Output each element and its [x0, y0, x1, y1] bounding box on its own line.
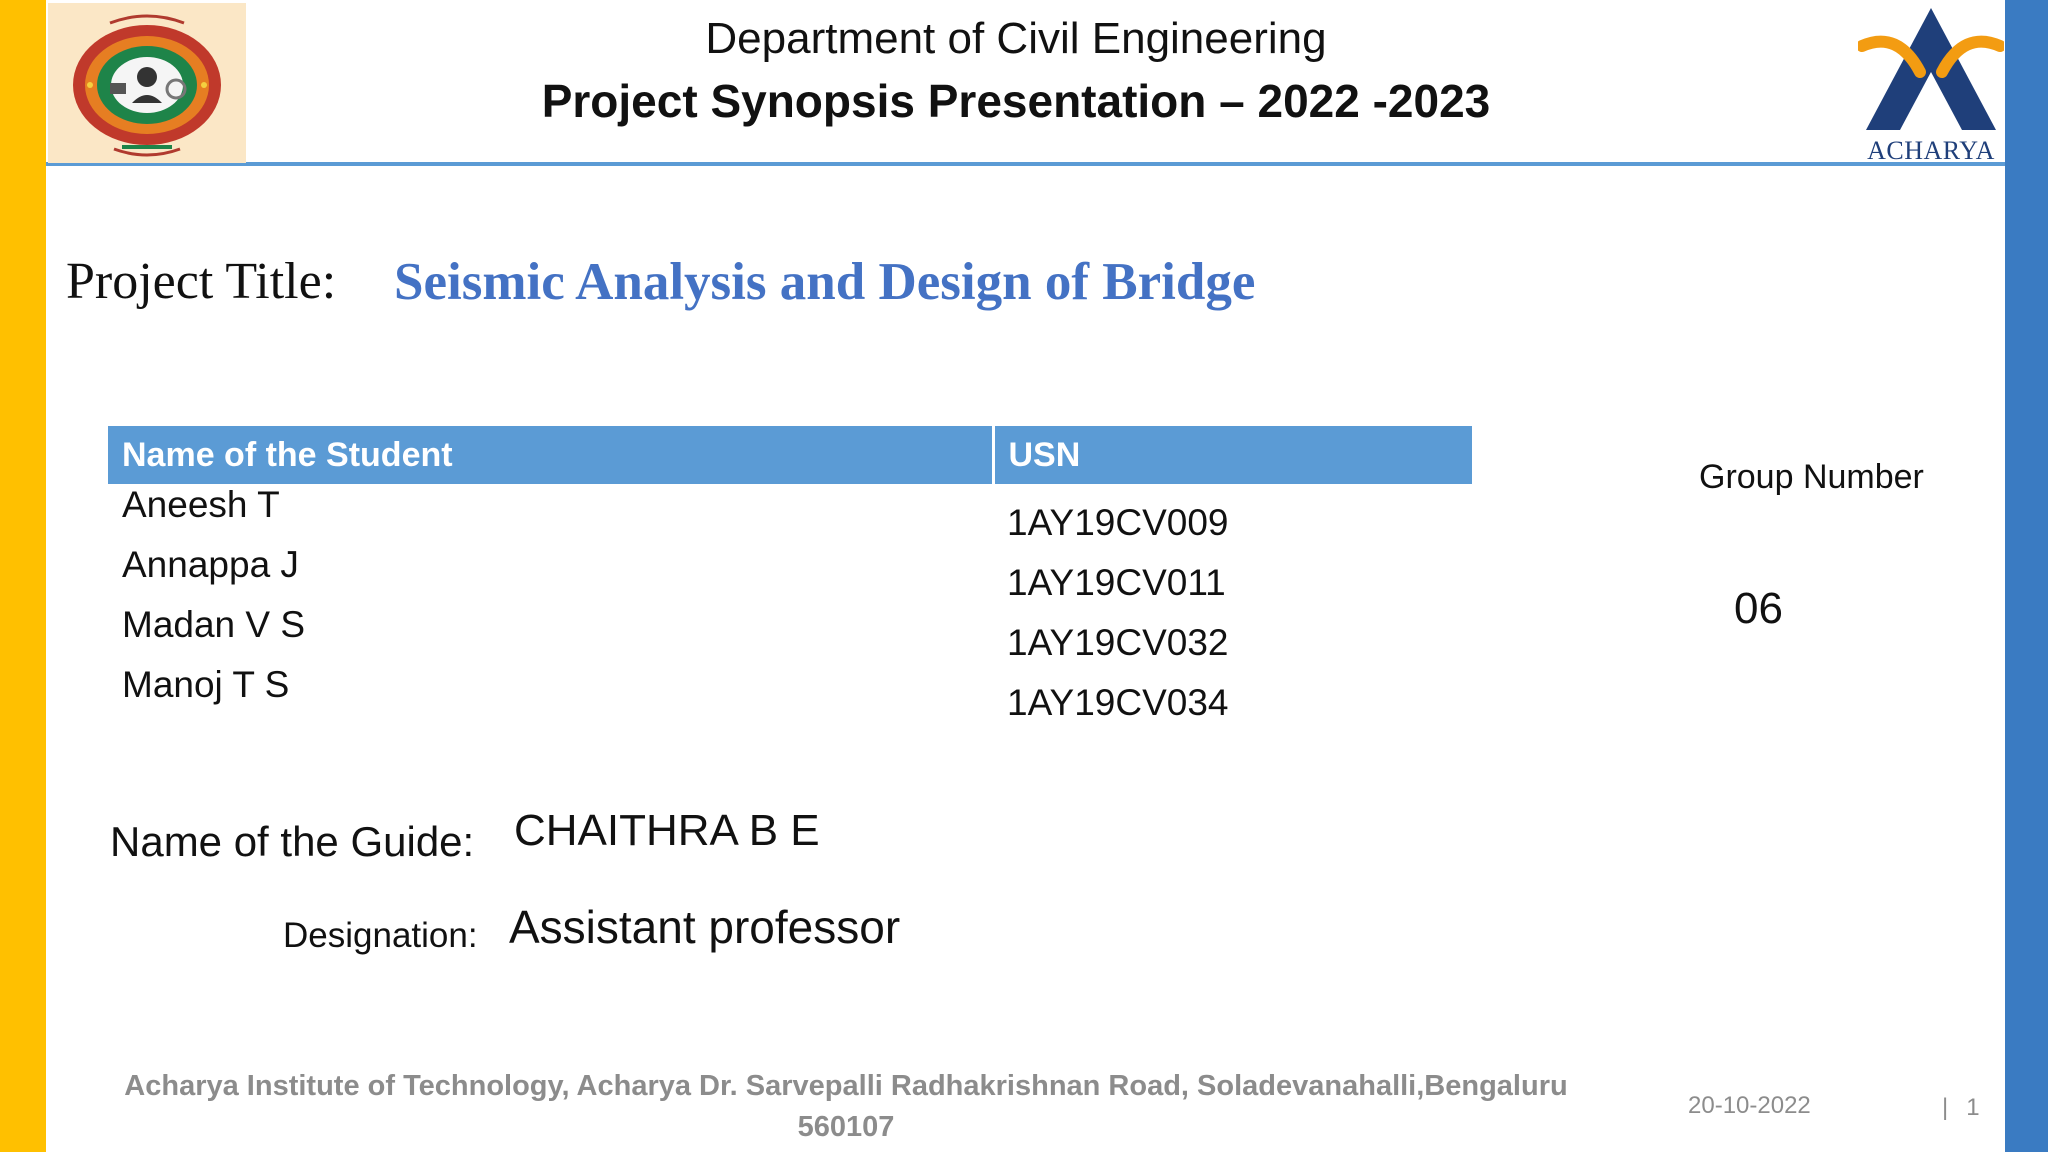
footer-page-number [1942, 1094, 1980, 1122]
table-row [108, 604, 1472, 664]
designation-value: Assistant professor [509, 901, 901, 953]
table-row [108, 544, 1472, 604]
slide-number: 1 [1966, 1094, 1980, 1121]
student-name: Annappa J [122, 544, 299, 585]
guide-label: Name of the Guide: [110, 818, 475, 865]
group-number-label: Group Number [1699, 458, 1924, 496]
student-name: Manoj T S [122, 664, 290, 705]
table-row [108, 484, 1472, 544]
student-name: Madan V S [122, 604, 306, 645]
column-header-name: Name of the Student [108, 426, 993, 484]
department-name: Department of Civil Engineering [705, 14, 1327, 63]
designation-label: Designation: [283, 916, 478, 955]
header-divider [46, 162, 2005, 166]
group-number-value: 06 [1734, 584, 1783, 633]
student-usn: 1AY19CV009 [1007, 502, 1229, 543]
student-name: Aneesh T [122, 484, 280, 525]
column-header-usn: USN [993, 426, 1472, 484]
right-accent-bar [2005, 0, 2048, 1152]
presentation-title: Project Synopsis Presentation – 2022 -2023 [541, 75, 1491, 127]
students-table [108, 426, 1472, 724]
acharya-logo-text: ACHARYA [1867, 136, 1995, 165]
project-title: Seismic Analysis and Design of Bridge [394, 253, 1256, 311]
footer-separator: | [1942, 1094, 1949, 1121]
footer-address [96, 1066, 1596, 1148]
footer-date: 20-10-2022 [1688, 1092, 1811, 1119]
guide-name: CHAITHRA B E [514, 806, 820, 855]
student-usn: 1AY19CV034 [1007, 682, 1229, 723]
table-row [108, 664, 1472, 724]
table-header-row [108, 426, 1472, 484]
footer-address-line1: Acharya Institute of Technology, Acharya Dr. Sarvepalli Radhakrishnan Road, Soladevanahalli,Bengaluru [124, 1070, 1568, 1102]
footer-address-line2: 560107 [797, 1111, 895, 1143]
student-usn: 1AY19CV011 [1007, 562, 1226, 603]
project-title-label: Project Title: [66, 253, 337, 310]
student-usn: 1AY19CV032 [1007, 622, 1229, 663]
left-accent-bar [0, 0, 46, 1152]
